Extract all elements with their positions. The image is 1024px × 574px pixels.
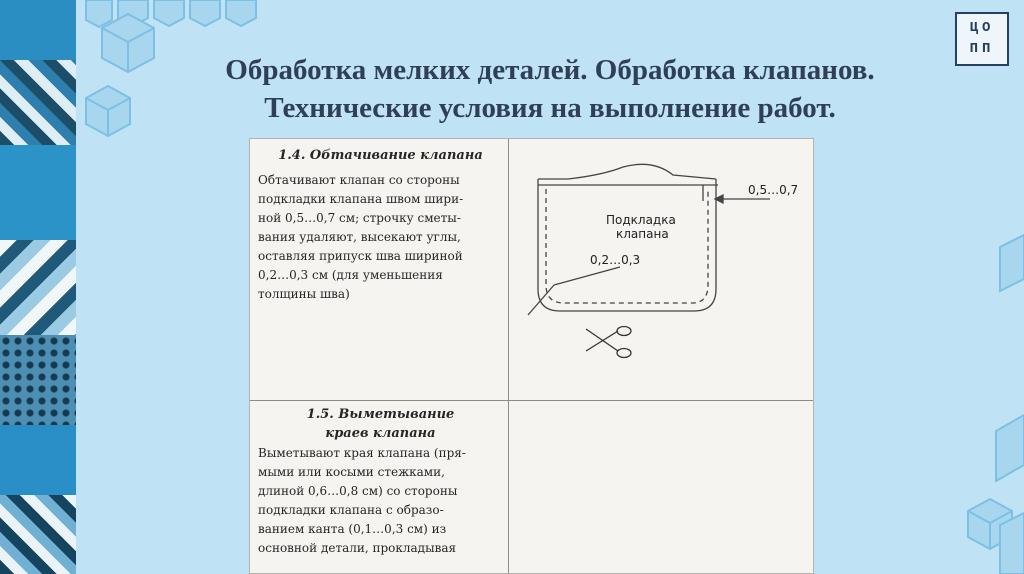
text-line: 0,2…0,3 см (для уменьшения (258, 268, 443, 282)
slide-title-line2: Технические условия на выполнение работ. (264, 91, 836, 124)
section-1-5-heading (258, 405, 503, 443)
stitch-line (546, 189, 708, 303)
flap-outline (538, 179, 716, 311)
table-row-divider (250, 400, 814, 401)
text-line: основной детали, прокладывая (258, 541, 457, 555)
text-line: Выметывают края клапана (пря- (258, 446, 466, 460)
decorative-cubes-right (960, 225, 1024, 574)
flap-diagram (508, 139, 814, 399)
pattern-tile (0, 60, 76, 145)
logo-text-row1: ЦО (969, 20, 995, 36)
section-1-4-text (258, 171, 503, 304)
pattern-tile (0, 495, 76, 574)
pattern-tile (0, 240, 76, 335)
allowance-dimension: 0,2…0,3 (590, 253, 641, 267)
text-line: оставляя припуск шва шириной (258, 249, 463, 263)
slide-title-line1: Обработка мелких деталей. Обработка клапанов. (225, 54, 875, 86)
pattern-tile (0, 425, 76, 495)
section-1-5-text (258, 444, 503, 558)
text-line: Обтачивают клапан со стороны (258, 173, 460, 187)
section-1-5-heading-line1: 1.5. Выметывание (306, 407, 455, 422)
pattern-tile (0, 0, 76, 60)
section-1-5-heading-line2: краев клапана (325, 426, 436, 441)
section-1-4-heading: 1.4. Обтачивание клапана (278, 148, 483, 163)
flap-top-edge (538, 164, 716, 179)
text-line: мыми или косыми стежками, (258, 465, 445, 479)
scanned-instruction-table (249, 138, 814, 574)
dimension-leader-corner (528, 285, 554, 315)
scissors-icon (584, 323, 634, 359)
lining-label-line2: клапана (616, 227, 669, 241)
pattern-tile (0, 145, 76, 240)
pattern-tile (0, 335, 76, 425)
text-line: длиной 0,6…0,8 см) со стороны (258, 484, 458, 498)
text-line: подкладки клапана швом шири- (258, 192, 464, 206)
flap-drawing (508, 139, 814, 399)
text-line: ной 0,5…0,7 см; строчку сметы- (258, 211, 461, 225)
decorative-pattern-stripe (0, 0, 76, 574)
text-line: толщины шва) (258, 287, 350, 301)
text-line: вания удаляют, высекают углы, (258, 230, 461, 244)
seam-width-dimension: 0,5…0,7 (748, 183, 799, 197)
dimension-leader-corner-2 (554, 267, 620, 285)
lining-label-line1: Подкладка (606, 213, 676, 227)
logo-text-row2: ПП (969, 41, 995, 57)
text-line: ванием канта (0,1…0,3 см) из (258, 522, 447, 536)
slide-title (120, 52, 980, 127)
text-line: подкладки клапана с образо- (258, 503, 444, 517)
